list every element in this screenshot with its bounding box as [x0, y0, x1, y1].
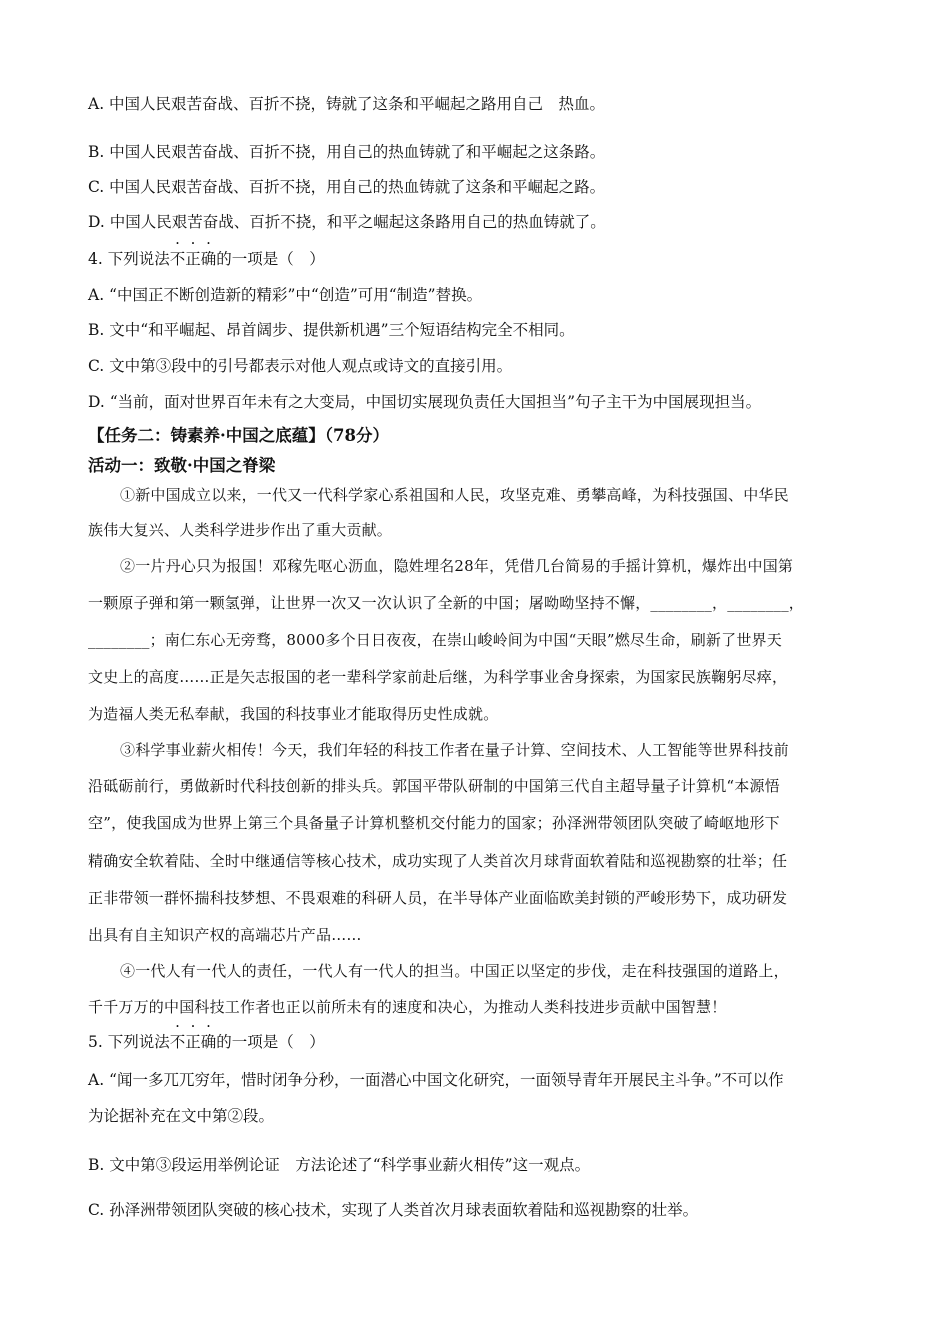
- passage-p4-line2: 千千万万的中国科技工作者也正以前所未有的速度和决心，为推动人类科技进步贡献中国智慧！: [88, 998, 727, 1016]
- passage-p3-line5: 正非带领一群怀揣科技梦想、不畏艰难的科研人员，在半导体产业面临欧美封锁的严峻形势下，成功研发: [88, 889, 788, 907]
- passage-p1-line2: 族伟大复兴、人类科学进步作出了重大贡献。: [88, 521, 393, 539]
- q4-stem-pre: 4. 下列说法: [88, 250, 170, 268]
- passage-p1-line1: ①新中国成立以来，一代又一代科学家心系祖国和人民，攻坚克难、勇攀高峰，为科技强国、中华民: [120, 486, 789, 504]
- q4-option-d: D. “当前，面对世界百年未有之大变局，中国切实展现负责任大国担当”句子主干为中国展现担当。: [88, 393, 762, 411]
- passage-p3-line1: ③科学事业薪火相传！今天，我们年轻的科技工作者在量子计算、空间技术、人工智能等世界科技前: [120, 741, 789, 759]
- q5-option-a-line1: A. “闻一多兀兀穷年，惜时闭争分秒，一面潜心中国文化研究，一面领导青年开展民主斗争。”不可以作: [88, 1071, 784, 1089]
- q4-option-b: B. 文中“和平崛起、昂首阔步、提供新机遇”三个短语结构完全不相同。: [88, 321, 575, 339]
- q5-dotted-char: 不: [169, 1033, 186, 1051]
- task2-title: 【任务二：铸素养·中国之底蕴】（78分）: [88, 426, 389, 445]
- q5-dotted-char: 确: [200, 1033, 217, 1051]
- q4-dotted-char: 不: [169, 250, 186, 268]
- passage-p3-line4: 精确安全软着陆、全时中继通信等核心技术，成功实现了人类首次月球背面软着陆和巡视勘察的壮举；任: [88, 852, 788, 870]
- passage-p2-line1: ②一片丹心只为报国！邓稼先呕心沥血，隐姓埋名28年，凭借几台简易的手摇计算机，爆炸出中国第: [120, 557, 794, 575]
- passage-p2-line2: 一颗原子弹和第一颗氢弹，让世界一次又一次认识了全新的中国；屠呦呦坚持不懈，________，________，: [88, 594, 805, 612]
- q3-option-a: A. 中国人民艰苦奋战、百折不挠，铸就了这条和平崛起之路用自己 热血。: [88, 95, 606, 113]
- q5-option-c: C. 孙泽洲带领团队突破的核心技术，实现了人类首次月球表面软着陆和巡视勘察的壮举。: [88, 1201, 699, 1219]
- q4-option-c: C. 文中第③段中的引号都表示对他人观点或诗文的直接引用。: [88, 357, 513, 375]
- q4-dotted-char: 正: [185, 250, 201, 268]
- q5-stem: [88, 1032, 325, 1052]
- passage-p4-line1: ④一代人有一代人的责任，一代人有一代人的担当。中国正以坚定的步伐，走在科技强国的道路上，: [120, 962, 789, 980]
- q5-stem-post: 的一项是（ ）: [216, 1033, 325, 1051]
- passage-p3-line2: 沿砥砺前行，勇做新时代科技创新的排头兵。郭国平带队研制的中国第三代自主超导量子计算机“本源悟: [88, 777, 780, 795]
- q4-stem-post: 的一项是（ ）: [216, 250, 325, 268]
- q3-option-c: C. 中国人民艰苦奋战、百折不挠，用自己的热血铸就了这条和平崛起之路。: [88, 178, 606, 196]
- q4-dotted-char: 确: [200, 250, 217, 268]
- passage-p2-line3: ________；南仁东心无旁骛，8000多个日日夜夜，在崇山峻岭间为中国“天眼”燃尽生命，刷新了世界天: [88, 631, 782, 649]
- q3-option-b: B. 中国人民艰苦奋战、百折不挠，用自己的热血铸就了和平崛起之这条路。: [88, 143, 606, 161]
- passage-p3-line3: 空”，使我国成为世界上第三个具备量子计算机整机交付能力的国家；孙泽洲带领团队突破了崎岖地形下: [88, 814, 780, 832]
- q5-dotted-char: 正: [185, 1033, 201, 1051]
- passage-p3-line6: 出具有自主知识产权的高端芯片产品……: [88, 926, 362, 944]
- q3-option-d: D. 中国人民艰苦奋战、百折不挠，和平之崛起这条路用自己的热血铸就了。: [88, 213, 606, 231]
- q5-stem-pre: 5. 下列说法: [88, 1033, 170, 1051]
- q4-option-a: A. “中国正不断创造新的精彩”中“创造”可用“制造”替换。: [88, 286, 483, 304]
- activity1-title: 活动一：致敬·中国之脊梁: [88, 456, 276, 475]
- q5-option-a-line2: 为论据补充在文中第②段。: [88, 1107, 275, 1125]
- passage-p2-line4: 文史上的高度……正是矢志报国的老一辈科学家前赴后继，为科学事业舍身探索，为国家民族鞠躬尽瘁，: [88, 668, 788, 686]
- passage-p2-line5: 为造福人类无私奉献，我国的科技事业才能取得历史性成就。: [88, 705, 499, 723]
- q5-option-b: B. 文中第③段运用举例论证 方法论述了“科学事业薪火相传”这一观点。: [88, 1156, 591, 1174]
- q4-stem: [88, 249, 325, 269]
